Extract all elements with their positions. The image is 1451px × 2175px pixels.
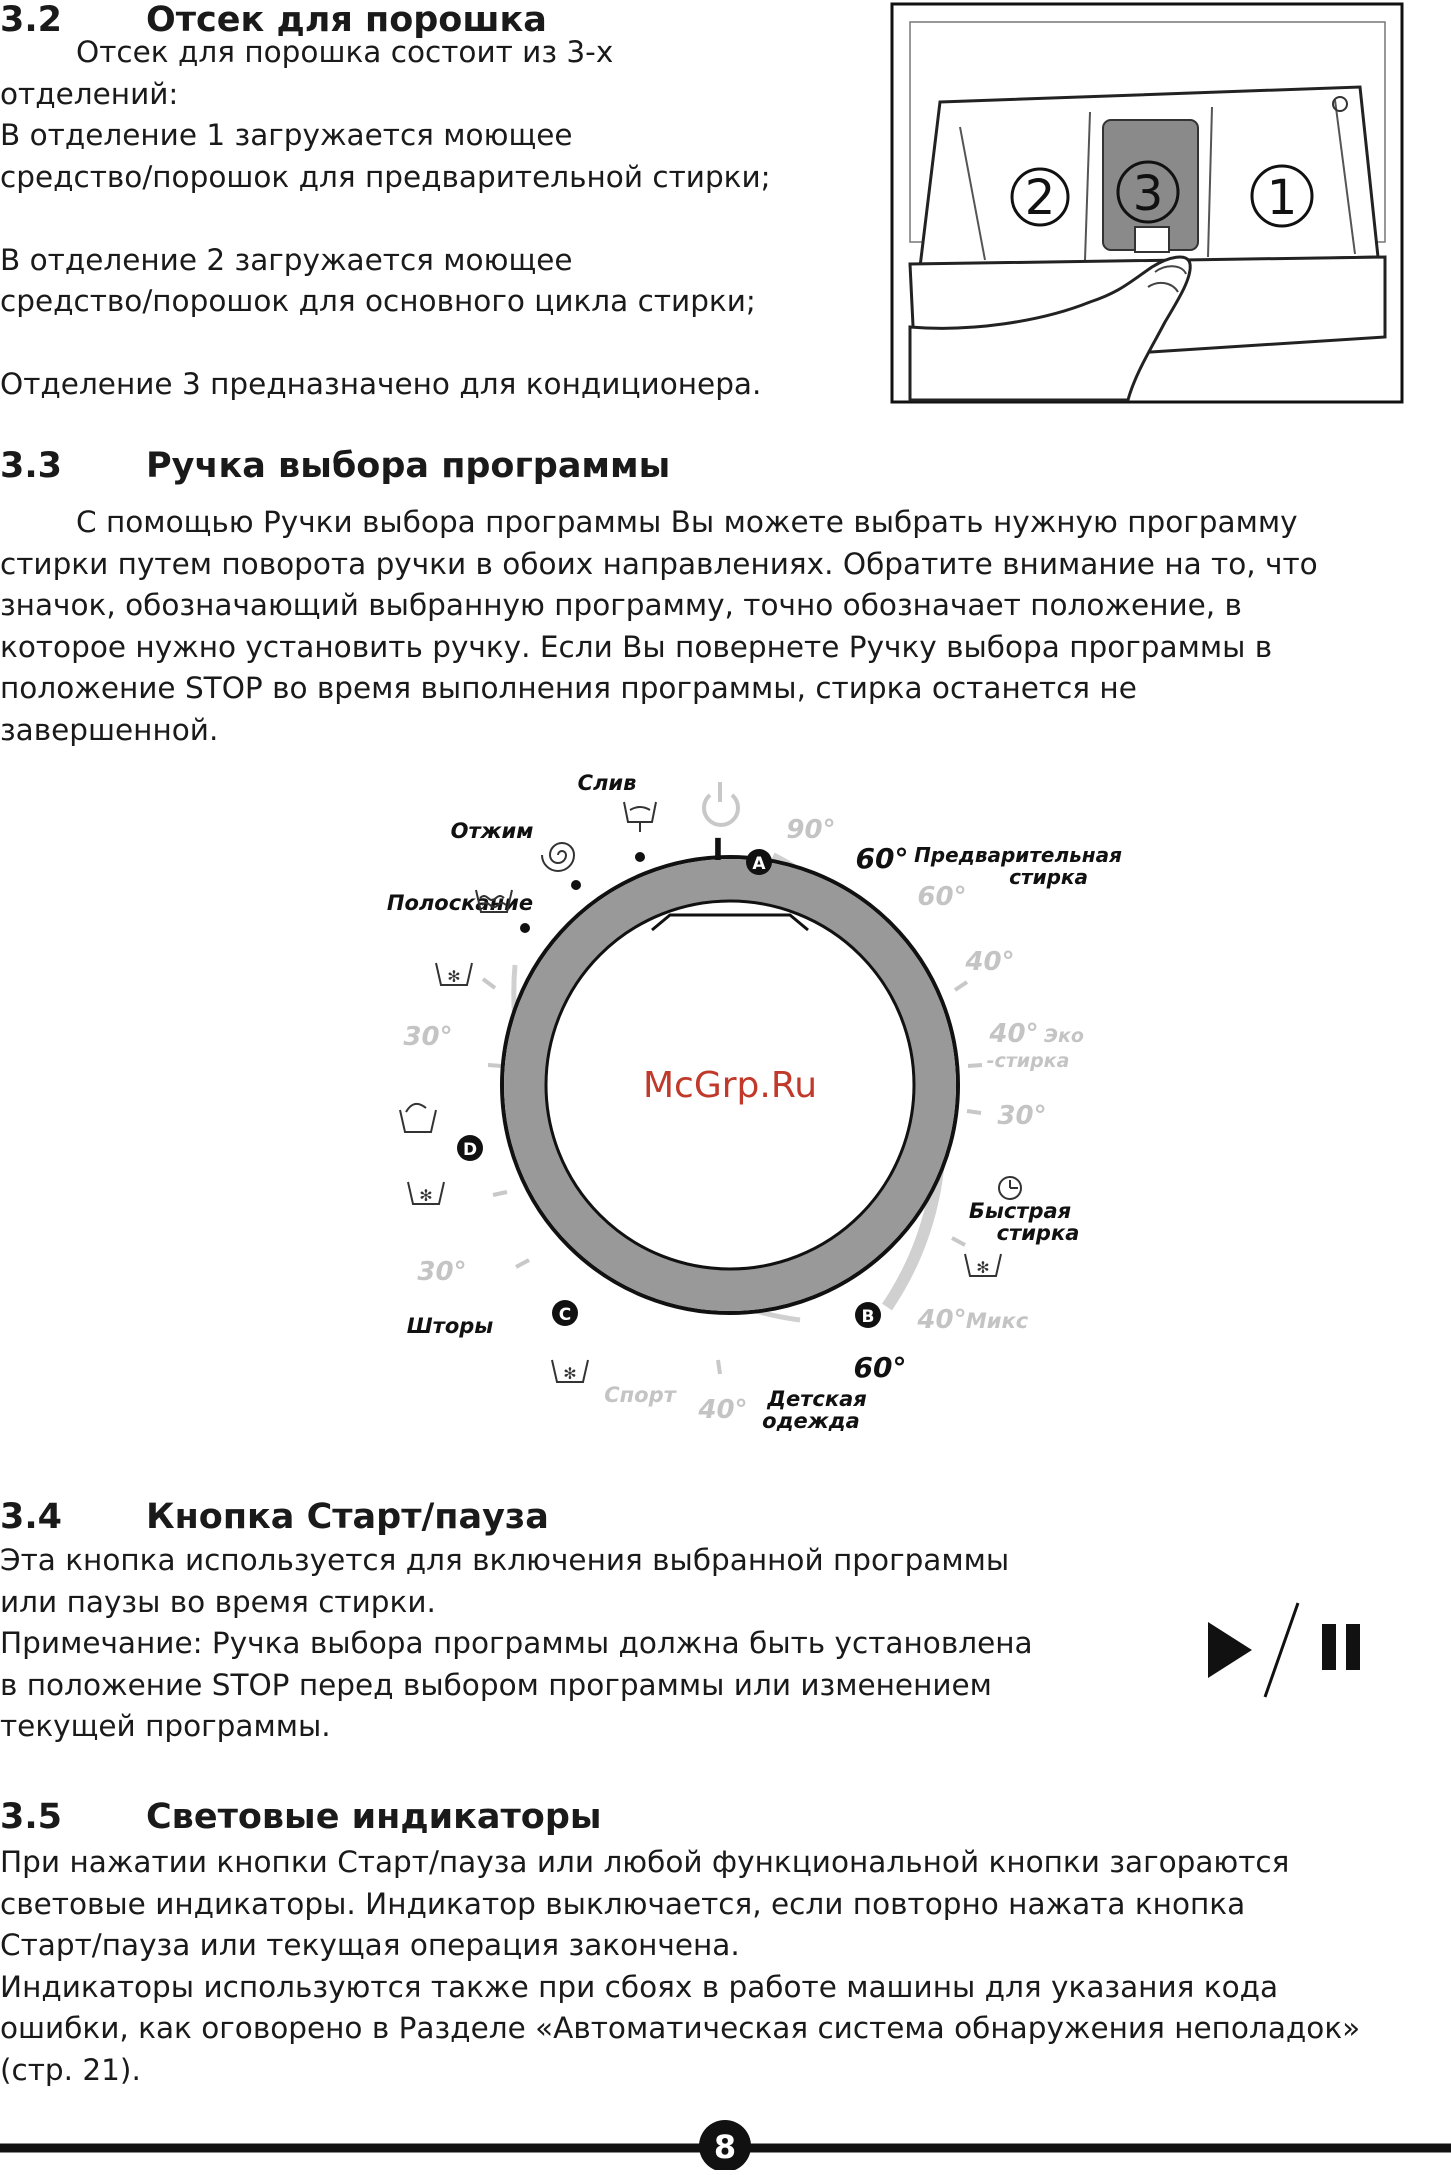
handwash-icon: [400, 1104, 436, 1132]
sport-label: Спорт: [604, 1383, 676, 1407]
prewash-label-line2: стирка: [1009, 865, 1088, 889]
section-number: 3.5: [0, 1797, 63, 1837]
compartment-3-label: 3: [1132, 166, 1164, 222]
section-3-5-body: При нажатии кнопки Старт/пауза или любой функциональной кнопки загораются световые индикаторы. Индикатор выключается, если повторно нажата кнопка Старт/пауза или текущая операция закончена. Индикаторы используются также при сбоях в работе машины для указания кода ошибки, как оговорено в Разделе «Автоматическая система обнаружения неполадок» (стр. 21).: [0, 1845, 1361, 2087]
spin-label: Отжим: [450, 819, 534, 843]
temp-60: 60°: [917, 882, 967, 912]
quick-label-line1: Быстрая: [968, 1199, 1072, 1223]
section-number: 3.4: [0, 1497, 63, 1537]
svg-text:✻: ✻: [419, 1186, 433, 1205]
quick-cold-icon: [965, 1254, 1001, 1277]
watermark-text: McGrp.Ru: [642, 1065, 818, 1106]
section-title: Отсек для порошка: [146, 0, 547, 40]
start-pause-icon: [1200, 1600, 1380, 1700]
temp-60-baby: 60°: [853, 1351, 907, 1384]
marker-d-label: D: [462, 1140, 478, 1160]
section-3-5-heading: [0, 1797, 602, 1837]
slash-divider: [1265, 1603, 1298, 1697]
baby-label-line1: Детская: [767, 1387, 867, 1411]
section-title: Световые индикаторы: [146, 1797, 602, 1837]
detergent-drawer-illustration: [890, 2, 1404, 404]
temp-30-left-high: 30°: [403, 1022, 453, 1052]
svg-text:✻: ✻: [563, 1364, 577, 1383]
temp-40: 40°: [965, 947, 1015, 977]
quick-label-line2: стирка: [996, 1221, 1080, 1245]
temp-40-mix: 40°: [917, 1305, 967, 1335]
program-dial-illustration: [300, 760, 1180, 1435]
compartment-1-label: 1: [1266, 170, 1298, 226]
section-3-3-body: С помощью Ручки выбора программы Вы можете выбрать нужную программу стирки путем поворота ручки в обоих направлениях. Обратите внимание на то, что значок, обозначающий выбранную программу, точно обозначает положение, в которое нужно установить ручку. Если Вы повернете Ручку выбора программы в положение STOP во время выполнения программы, стирка останется не завершенной.: [0, 505, 1318, 747]
sport-cold-icon: [552, 1360, 588, 1383]
temp-40-eco: 40°: [989, 1019, 1039, 1049]
prewash-label-line1: Предварительная: [914, 843, 1122, 867]
play-icon: [1208, 1622, 1252, 1678]
rinse-dot: [520, 923, 530, 933]
page-footer: [0, 2110, 1451, 2170]
section-3-4-body: Эта кнопка используется для включения выбранной программы или паузы во время стирки. Примечание: Ручка выбора программы должна быть установлена в положение STOP перед выбором программы или изменением текущей программы.: [0, 1543, 1033, 1743]
temp-90: 90°: [786, 815, 836, 845]
section-3-3-heading: [0, 446, 670, 486]
drain-label: Слив: [577, 771, 637, 795]
eco-label-line1: Эко: [1044, 1025, 1084, 1047]
section-3-4-heading: [0, 1497, 549, 1537]
power-icon: [704, 782, 738, 825]
page-number: 8: [713, 2128, 737, 2166]
baby-label-line2: одежда: [762, 1409, 860, 1433]
svg-text:✻: ✻: [976, 1258, 990, 1277]
svg-text:✻: ✻: [447, 967, 461, 986]
marker-a-label: A: [752, 854, 766, 874]
stop-mark: I: [712, 833, 724, 868]
wool-cold-icon: [408, 1182, 444, 1205]
marker-c-label: C: [558, 1305, 572, 1325]
clock-icon: [999, 1177, 1021, 1199]
temp-60-prewash: 60°: [855, 842, 909, 875]
temp-30-right: 30°: [997, 1101, 1047, 1131]
rinse-label: Полоскание: [386, 891, 534, 915]
spin-icon: [542, 843, 574, 871]
cotton-cold-icon: [436, 963, 472, 986]
section-number: 3.3: [0, 446, 63, 486]
dial-grip-notch: [652, 915, 808, 930]
mix-label: Микс: [965, 1309, 1029, 1333]
compartment-2-label: 2: [1024, 170, 1056, 226]
section-number: 3.2: [0, 0, 63, 40]
temp-30-left-low: 30°: [417, 1257, 467, 1287]
drain-dot: [635, 852, 645, 862]
pause-icon: [1322, 1624, 1336, 1670]
eco-label-line2: -стирка: [986, 1050, 1070, 1072]
section-title: Кнопка Старт/пауза: [146, 1497, 549, 1537]
section-3-2-body: Отсек для порошка состоит из 3-х отделений: В отделение 1 загружается моющее средство/порошок для предварительной стирки; В отделение 2 загружается моющее средство/порошок для основного цикла стирки; Отделение 3 предназначено для кондиционера.: [0, 35, 771, 401]
curtains-label: Шторы: [406, 1314, 494, 1338]
temp-40-bottom: 40°: [698, 1395, 748, 1425]
marker-b-label: B: [861, 1307, 875, 1327]
drain-icon: [624, 802, 656, 832]
section-title: Ручка выбора программы: [146, 446, 671, 486]
spin-dot: [571, 880, 581, 890]
